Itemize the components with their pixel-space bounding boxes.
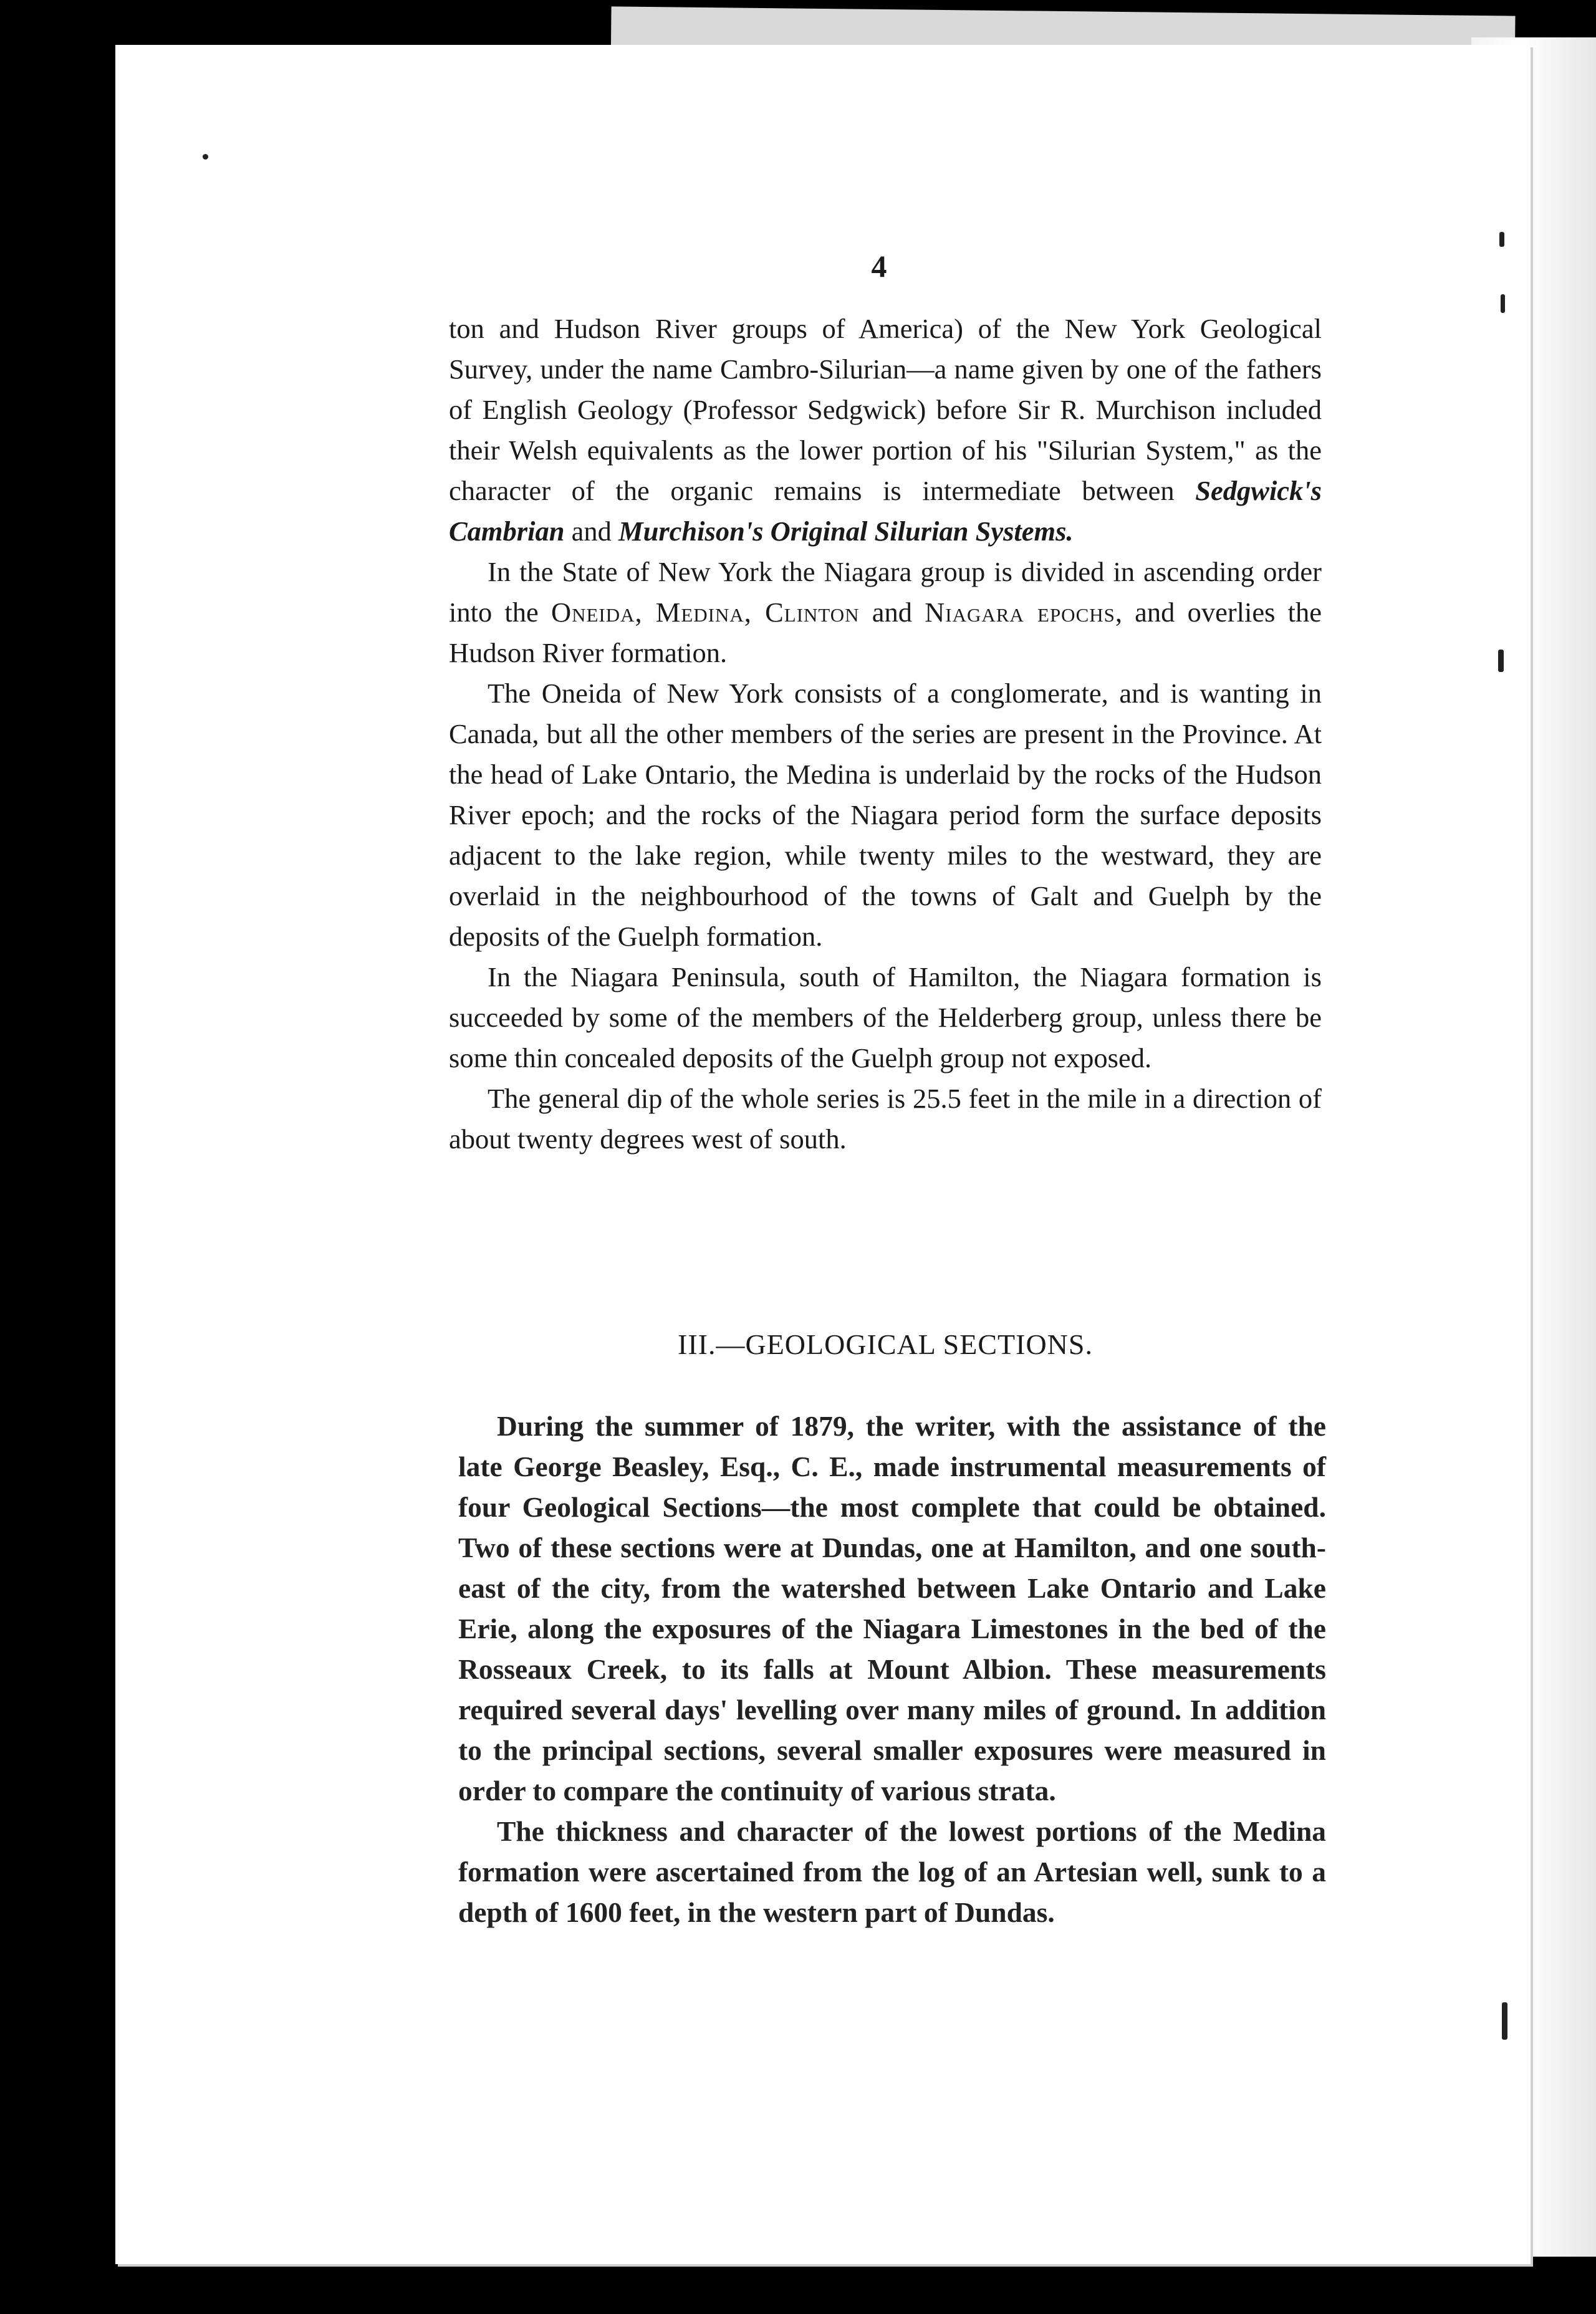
page-number: 4 xyxy=(871,249,887,284)
italic-text: Murchison's Original Silurian Systems. xyxy=(618,516,1074,547)
scan-speck xyxy=(203,154,208,160)
body-text xyxy=(449,309,1322,1159)
text-run: and xyxy=(564,516,618,547)
text-run: ton and Hudson River groups of America) of the New York Geological Survey, under the name Cambro-Silurian—a name given by one of the fathers of English Geology (Professor Sedgwick) before Sir R. Murchison included their Welsh equivalents as the lower portion of his "Silurian System," as the character of the organic remains is intermediate between xyxy=(449,313,1322,506)
text-run: In the Niagara Peninsula, south of Hamilton, the Niagara formation is succeeded by some of the members of the Helderberg group, unless there be some thin concealed deposits of the Guelph group not exposed. xyxy=(449,961,1322,1073)
section-paragraph: The thickness and character of the lowest portions of the Medina formation were ascertained from the log of an Artesian well, sunk to a depth of 1600 feet, in the western part of Dundas. xyxy=(458,1815,1326,1928)
paragraph xyxy=(449,552,1322,673)
text-run: The Oneida of New York consists of a conglomerate, and is wanting in Canada, but all the other members of the series are present in the Province. At the head of Lake Ontario, the Medina is underlaid by the rocks of the Hudson River epoch; and the rocks of the Niagara period form the surface deposits adjacent to the lake region, while twenty miles to the westward, they are overlaid in the neighbourhood of the towns of Galt and Guelph by the deposits of the Guelph formation. xyxy=(449,678,1322,952)
italic-text: Sedgwick's Cambrian xyxy=(449,475,1322,547)
paragraph xyxy=(449,309,1322,552)
section-heading: III.—GEOLOGICAL SECTIONS. xyxy=(678,1328,1093,1360)
text-run: In the State of New York the Niagara group is divided in ascending order into the xyxy=(449,556,1322,628)
small-caps-text: Niagara epochs xyxy=(925,597,1115,628)
scan-speck xyxy=(1501,294,1505,313)
section-body-text xyxy=(458,1406,1326,1932)
paragraph xyxy=(449,673,1322,957)
text-run: The general dip of the whole series is 25.5 feet in the mile in a direction of about twenty degrees west of south. xyxy=(449,1083,1322,1155)
small-caps-text: Oneida, Medina, Clinton xyxy=(550,597,860,628)
scan-speck xyxy=(1498,650,1504,672)
text-run: , and overlies the Hudson River formation. xyxy=(449,597,1322,668)
paragraph xyxy=(449,957,1322,1078)
scan-speck xyxy=(1499,232,1504,247)
paragraph xyxy=(449,1078,1322,1159)
text-run: and xyxy=(859,597,925,628)
scan-speck xyxy=(1502,2002,1507,2040)
section-paragraph: During the summer of 1879, the writer, with the assistance of the late George Beasley, Esq., C. E., made instrumental measurements of four Geological Sections—the most complete that could be obtained. Two of these sections were at Dundas, one at Hamilton, and one south-east of the city, from the watershed between Lake Ontario and Lake Erie, along the exposures of the Niagara Limestones in the bed of the Rosseaux Creek, to its falls at Mount Albion. These measurements required several days' levelling over many miles of ground. In addition to the principal sections, several smaller exposures were measured in order to compare the continuity of various strata. xyxy=(458,1410,1326,1807)
